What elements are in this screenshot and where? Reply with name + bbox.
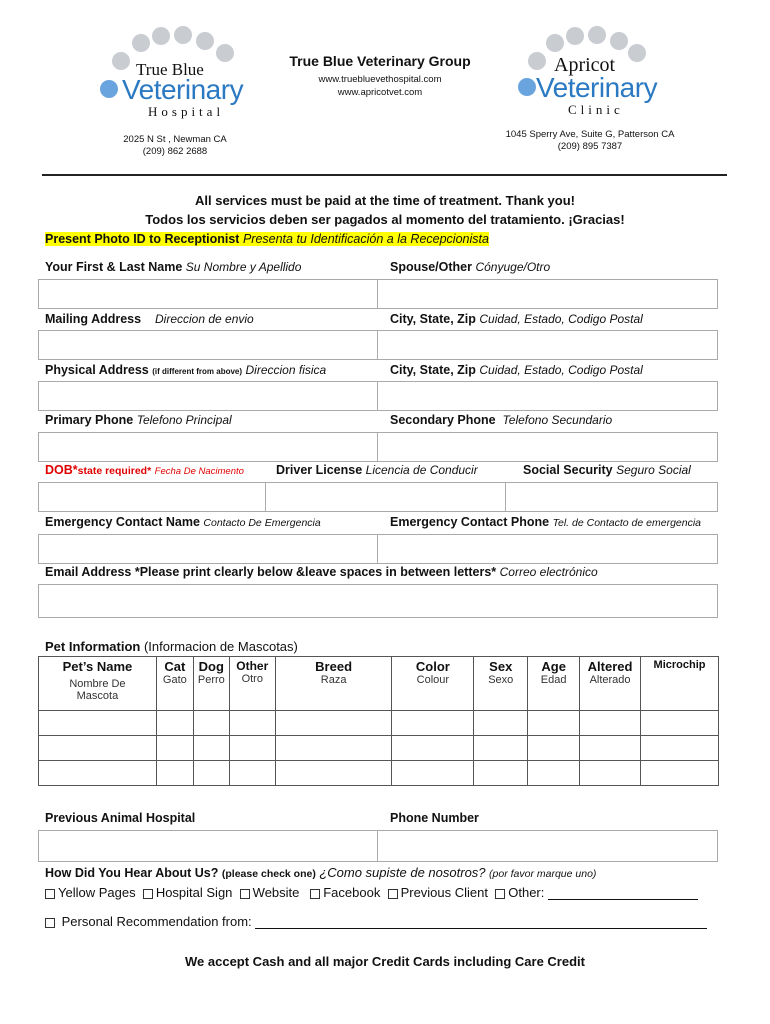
col-pet-name: Pet’s Name Nombre De Mascota	[39, 657, 157, 711]
photo-id-es: Presenta tu Identificación a la Recepcionista	[242, 232, 489, 246]
mailing-label: Mailing Address Direccion de envio	[45, 312, 254, 326]
physical-label: Physical Address (if different from above) Direccion fisica	[45, 363, 327, 377]
license-field[interactable]	[265, 482, 506, 512]
pet-info-title: Pet Information (Informacion de Mascotas)	[45, 639, 298, 654]
notice-line1: All services must be paid at the time of treatment. Thank you!	[195, 193, 575, 208]
checkbox-icon[interactable]	[310, 889, 320, 899]
checkbox-icon[interactable]	[240, 889, 250, 899]
secondary-phone-field[interactable]	[377, 432, 718, 462]
col-cat: Cat Gato	[156, 657, 193, 711]
primary-phone-label: Primary Phone Telefono Principal	[45, 413, 232, 427]
emergency-phone-field[interactable]	[377, 534, 718, 564]
checkbox-icon[interactable]	[45, 889, 55, 899]
city1-label: City, State, Zip Cuidad, Estado, Codigo Postal	[390, 312, 643, 326]
url-2[interactable]: www.apricotvet.com	[337, 87, 423, 98]
checkbox-icon[interactable]	[143, 889, 153, 899]
logo-line2: Veterinary	[122, 74, 244, 105]
left-phone: (209) 862 2688	[142, 146, 208, 157]
checkbox-icon[interactable]	[388, 889, 398, 899]
option-other[interactable]: Other:	[495, 885, 544, 900]
col-breed: Breed Raza	[275, 657, 392, 711]
email-field[interactable]	[38, 584, 718, 618]
hear-personal	[45, 914, 707, 929]
checkbox-icon[interactable]	[495, 889, 505, 899]
emergency-name-label: Emergency Contact Name Contacto De Emergencia	[45, 515, 321, 529]
name-field[interactable]	[38, 279, 378, 309]
table-row[interactable]	[39, 711, 719, 736]
table-row[interactable]	[39, 736, 719, 761]
emergency-phone-label: Emergency Contact Phone Tel. de Contacto de emergencia	[390, 515, 702, 529]
email-label: Email Address *Please print clearly below &leave spaces in between letters* Correo electrónico	[45, 565, 598, 579]
pet-table-header	[39, 657, 719, 711]
prev-hospital-field[interactable]	[38, 830, 378, 862]
prev-phone-label: Phone Number	[390, 811, 479, 825]
mailing-field[interactable]	[38, 330, 378, 360]
logo-line3: Hospital	[148, 104, 225, 119]
option-personal-recommendation[interactable]: Personal Recommendation from:	[45, 914, 252, 929]
option-facebook[interactable]: Facebook	[310, 885, 380, 900]
header-title: True Blue Veterinary Group	[289, 53, 471, 69]
payment-footer: We accept Cash and all major Credit Cards including Care Credit	[185, 954, 585, 969]
logo-true-blue	[92, 22, 262, 122]
prev-hospital-label: Previous Animal Hospital	[45, 811, 196, 825]
recommendation-line[interactable]	[255, 914, 707, 929]
city2-field[interactable]	[377, 381, 718, 411]
pet-table	[38, 656, 719, 786]
header-divider	[42, 174, 727, 176]
left-address: 2025 N St , Newman CA	[123, 134, 227, 145]
name-label: Your First & Last Name Su Nombre y Apellido	[45, 260, 302, 274]
city2-label: City, State, Zip Cuidad, Estado, Codigo Postal	[390, 363, 643, 377]
other-line[interactable]	[548, 885, 698, 900]
option-previous-client[interactable]: Previous Client	[388, 885, 488, 900]
emergency-name-field[interactable]	[38, 534, 378, 564]
logo-line1: Apricot	[554, 54, 616, 76]
notice-line2: Todos los servicios deben ser pagados al momento del tratamiento. ¡Gracias!	[145, 212, 625, 227]
secondary-phone-label: Secondary Phone Telefono Secundario	[390, 413, 613, 427]
dob-label: DOB*state required* Fecha De Nacimento	[45, 463, 244, 477]
ssn-field[interactable]	[505, 482, 718, 512]
url-1[interactable]: www.truebluevethospital.com	[318, 74, 442, 85]
dob-field[interactable]	[38, 482, 266, 512]
photo-id-notice	[45, 232, 489, 246]
city1-field[interactable]	[377, 330, 718, 360]
photo-id-en: Present Photo ID to Receptionist	[45, 232, 240, 246]
hear-options	[45, 885, 698, 900]
col-altered: Altered Alterado	[580, 657, 641, 711]
ssn-label: Social Security Seguro Social	[523, 463, 691, 477]
checkbox-icon[interactable]	[45, 918, 55, 928]
right-phone: (209) 895 7387	[557, 141, 623, 152]
physical-field[interactable]	[38, 381, 378, 411]
logo-line1: True Blue	[136, 60, 204, 79]
spouse-field[interactable]	[377, 279, 718, 309]
right-address: 1045 Sperry Ave, Suite G, Patterson CA	[505, 129, 675, 140]
logo-line3: Clinic	[568, 102, 624, 117]
prev-phone-field[interactable]	[377, 830, 718, 862]
option-hospital-sign[interactable]: Hospital Sign	[143, 885, 233, 900]
hear-question: How Did You Hear About Us? (please check one) ¿Como supiste de nosotros? (por favor marque uno)	[45, 865, 597, 880]
option-website[interactable]: Website	[240, 885, 300, 900]
col-sex: Sex Sexo	[474, 657, 528, 711]
logo-apricot	[512, 22, 672, 122]
option-yellow-pages[interactable]: Yellow Pages	[45, 885, 136, 900]
col-color: Color Colour	[392, 657, 474, 711]
license-label: Driver License Licencia de Conducir	[276, 463, 478, 477]
logo-line2: Veterinary	[536, 72, 658, 103]
col-other: Other Otro	[229, 657, 275, 711]
primary-phone-field[interactable]	[38, 432, 378, 462]
table-row[interactable]	[39, 761, 719, 786]
col-microchip: Microchip	[641, 657, 719, 711]
col-age: Age Edad	[528, 657, 580, 711]
col-dog: Dog Perro	[193, 657, 229, 711]
spouse-label: Spouse/Other Cónyuge/Otro	[390, 260, 551, 274]
